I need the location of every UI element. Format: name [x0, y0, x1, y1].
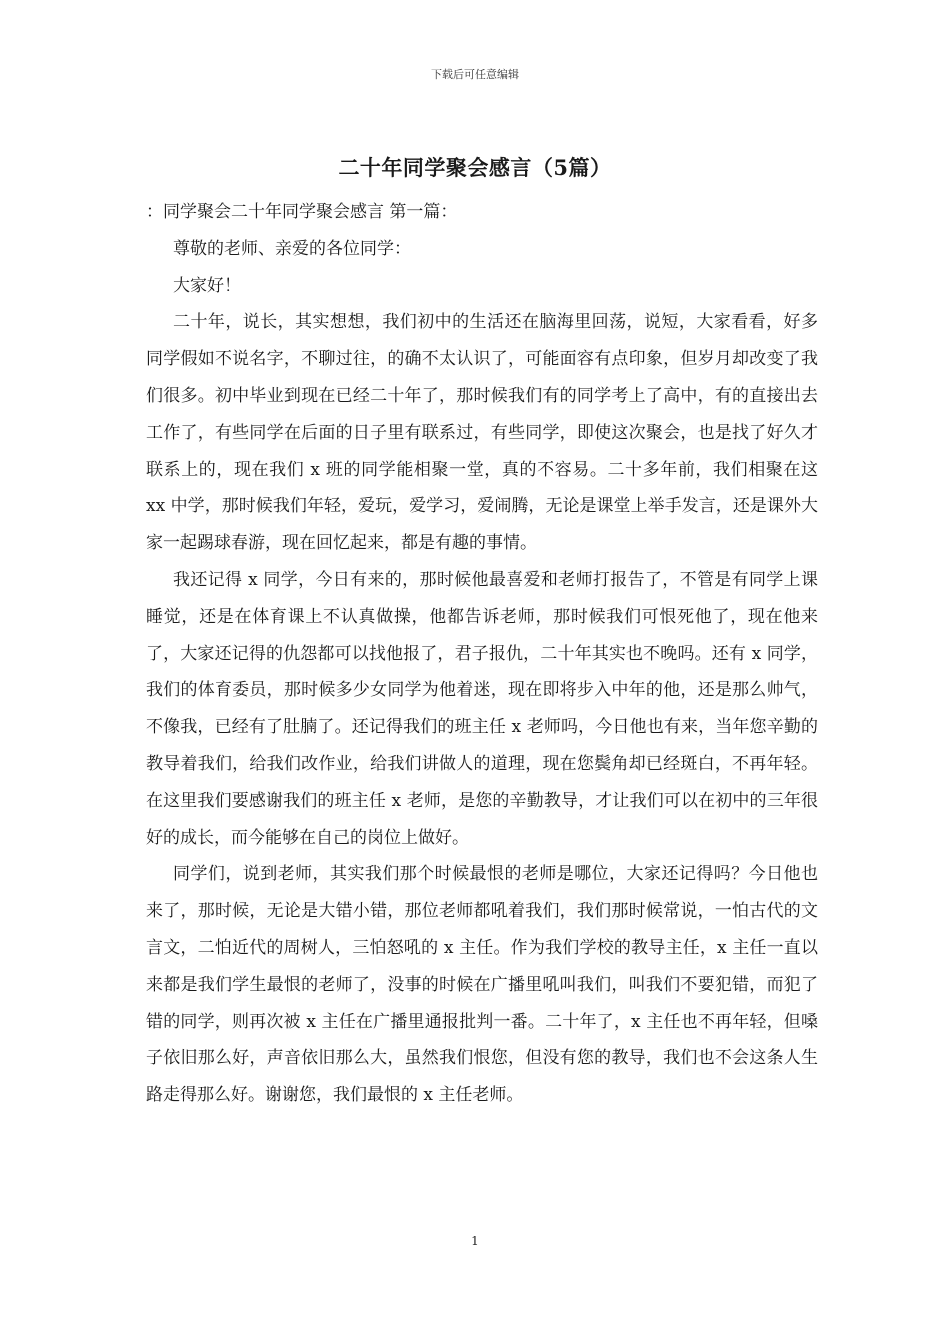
page-number: 1: [471, 1234, 479, 1248]
paragraph-3: 同学们，说到老师，其实我们那个时候最恨的老师是哪位，大家还记得吗？今日他也来了，那时候，无论是大错小错，那位老师都吼着我们，我们那时候常说，一怕古代的文言文，二怕近代的周树人，三怕怒吼的 x 主任。作为我们学校的教导主任，x 主任一直以来都是我们学生最恨的老师了，没事的时候在广播里吼叫我们，叫我们不要犯错，而犯了错的同学，则再次被 x 主任在广播里通报批判一番。二十年了，x 主任也不再年轻，但嗓子依旧那么好，声音依旧那么大，虽然我们恨您，但没有您的教导，我们也不会这条人生路走得那么好。谢谢您，我们最恨的 x 主任老师。: [146, 864, 818, 1106]
section-subheading: ：同学聚会二十年同学聚会感言 第一篇：: [146, 202, 458, 222]
salutation: 尊敬的老师、亲爱的各位同学：: [173, 238, 411, 259]
paragraph-2: 我还记得 x 同学，今日有来的，那时候他最喜爱和老师打报告了，不管是有同学上课睡觉，还是在体育课上不认真做操，他都告诉老师，那时候我们可恨死他了，现在他来了，大家还记得的仇怨都可以找他报了，君子报仇，二十年其实也不晚吗。还有 x 同学，我们的体育委员，那时候多少女同学为他着迷，现在即将步入中年的他，还是那么帅气，不像我，已经有了肚腩了。还记得我们的班主任 x 老师吗，今日他也有来，当年您辛勤的教导着我们，给我们改作业，给我们讲做人的道理，现在您鬓角却已经斑白，不再年轻。在这里我们要感谢我们的班主任 x 老师，是您的辛勤教导，才让我们可以在初中的三年很好的成长，而今能够在自己的岗位上做好。: [146, 569, 818, 848]
paragraph-1: 二十年，说长，其实想想，我们初中的生活还在脑海里回荡，说短，大家看看，好多同学假如不说名字，不聊过往，的确不太认识了，可能面容有点印象，但岁月却改变了我们很多。初中毕业到现在已经二十年了，那时候我们有的同学考上了高中，有的直接出去工作了，有些同学在后面的日子里有联系过，有些同学，即使这次聚会，也是找了好久才联系上的，现在我们 x 班的同学能相聚一堂，真的不容易。二十多年前，我们相聚在这 xx 中学，那时候我们年轻，爱玩，爱学习，爱闹腾，无论是课堂上举手发言，还是课外大家一起踢球春游，现在回忆起来，都是有趣的事情。: [146, 312, 818, 554]
greeting: 大家好！: [173, 275, 241, 296]
page-header-note: 下载后可任意编辑: [431, 68, 519, 81]
document-title: 二十年同学聚会感言（5篇）: [338, 155, 612, 180]
document-body: [146, 194, 818, 1114]
